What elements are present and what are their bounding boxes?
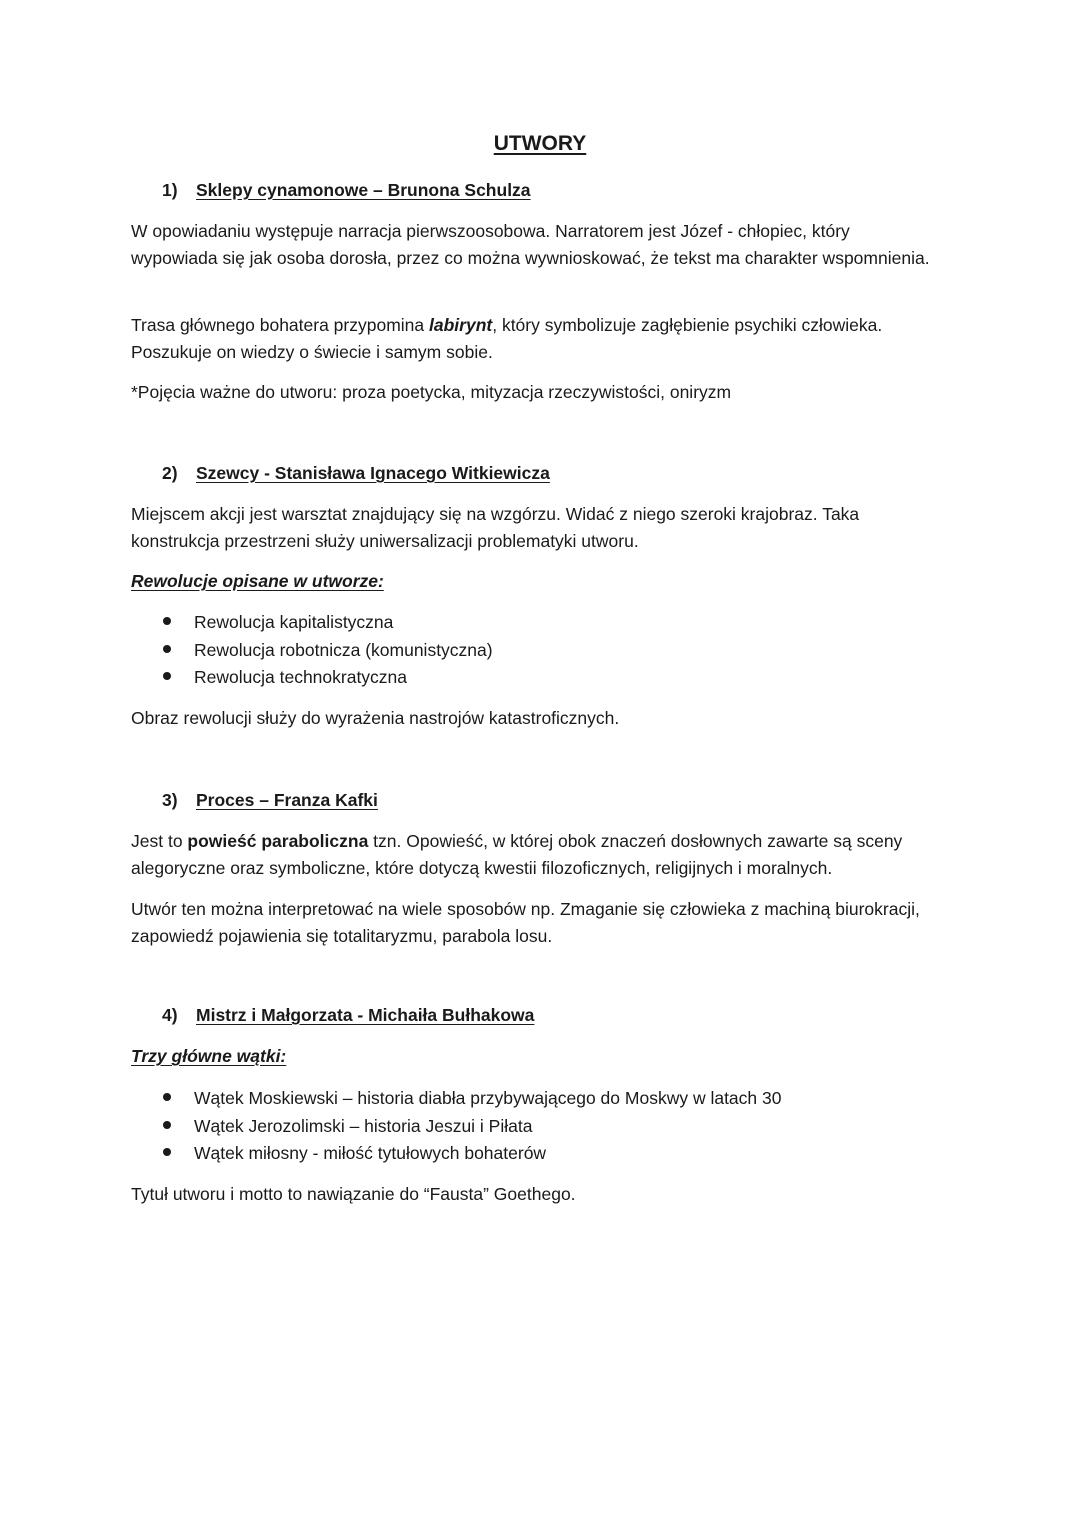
section-4-paragraph-2: Tytuł utworu i motto to nawiązanie do “Fausta” Goethego. [131,1184,576,1204]
bullet-icon [163,1093,171,1101]
section-1-emphasis: labirynt [429,315,493,335]
list-item [163,1085,781,1113]
section-2-paragraph-1: Miejscem akcji jest warsztat znajdujący się na wzgórzu. Widać z niego szeroki krajobraz. Taka konstrukcja przestrzeni służy uniwersalizacji problematyki utworu. [131,504,860,551]
section-1-paragraph-2 [131,312,931,366]
list-item [163,637,493,665]
section-4-subheading: Trzy główne wątki: [131,1046,287,1066]
list-item-text: Wątek Moskiewski – historia diabła przybywającego do Moskwy w latach 30 [194,1088,782,1108]
section-4-number: 4) [162,1005,178,1025]
section-4-title: Mistrz i Małgorzata - Michaiła Bułhakowa [196,1005,535,1025]
bullet-icon [163,1148,171,1156]
section-1-heading [162,180,531,201]
page-title: UTWORY [493,132,587,155]
list-item [163,1140,781,1168]
list-item-text: Wątek miłosny - miłość tytułowych bohaterów [194,1143,547,1163]
section-3-heading [162,790,378,811]
list-item-text: Rewolucja kapitalistyczna [194,612,394,632]
bullet-icon [163,672,171,680]
section-1-paragraph-2-text-a: Trasa głównego bohatera przypomina [131,315,429,335]
section-1-paragraph-3: *Pojęcia ważne do utworu: proza poetycka, mityzacja rzeczywistości, oniryzm [131,382,732,402]
list-item [163,609,493,637]
section-3-paragraph-1 [131,828,931,882]
section-2-paragraph-2: Obraz rewolucji służy do wyrażenia nastrojów katastroficznych. [131,708,620,728]
section-2-number: 2) [162,463,178,483]
bullet-icon [163,617,171,625]
section-4-bullet-list [163,1085,781,1168]
section-3-paragraph-1-text-b: tzn. Opowieść, w której obok znaczeń dosłownych zawarte są sceny alegoryczne oraz symboliczne, które dotyczą kwestii filozoficznych, religijnych i moralnych. [131,831,903,878]
section-3-paragraph-2: Utwór ten można interpretować na wiele sposobów np. Zmaganie się człowieka z machiną biurokracji, zapowiedź pojawienia się totalitaryzmu, parabola losu. [131,899,920,946]
list-item-text: Rewolucja robotnicza (komunistyczna) [194,639,493,660]
section-3-title: Proces – Franza Kafki [196,790,378,810]
list-item-text: Rewolucja technokratyczna [194,667,408,687]
bullet-icon [163,1121,171,1129]
section-1-paragraph-1: W opowiadaniu występuje narracja pierwszoosobowa. Narratorem jest Józef - chłopiec, który wypowiada się jak osoba dorosła, przez co można wywnioskować, że tekst ma charakter wspomnienia. [131,221,930,268]
section-3-paragraph-1-text-a: Jest to [131,831,188,851]
section-2-bullet-list [163,609,493,692]
section-4-heading [162,1005,534,1026]
list-item [163,664,493,692]
section-3-emphasis: powieść paraboliczna [187,831,369,851]
bullet-icon [163,645,171,653]
section-1-title: Sklepy cynamonowe – Brunona Schulza [196,180,531,200]
section-1-paragraph-2-text-b: , który symbolizuje zagłębienie psychiki człowieka. Poszukuje on wiedzy o świecie i samym sobie. [131,315,883,362]
list-item-text: Wątek Jerozolimski – historia Jeszui i Piłata [194,1115,533,1136]
section-2-heading [162,463,550,484]
section-2-title: Szewcy - Stanisława Ignacego Witkiewicza [196,463,550,483]
section-3-number: 3) [162,790,178,810]
list-item [163,1113,781,1141]
section-2-subheading: Rewolucje opisane w utworze: [131,571,384,591]
section-1-number: 1) [162,180,178,200]
